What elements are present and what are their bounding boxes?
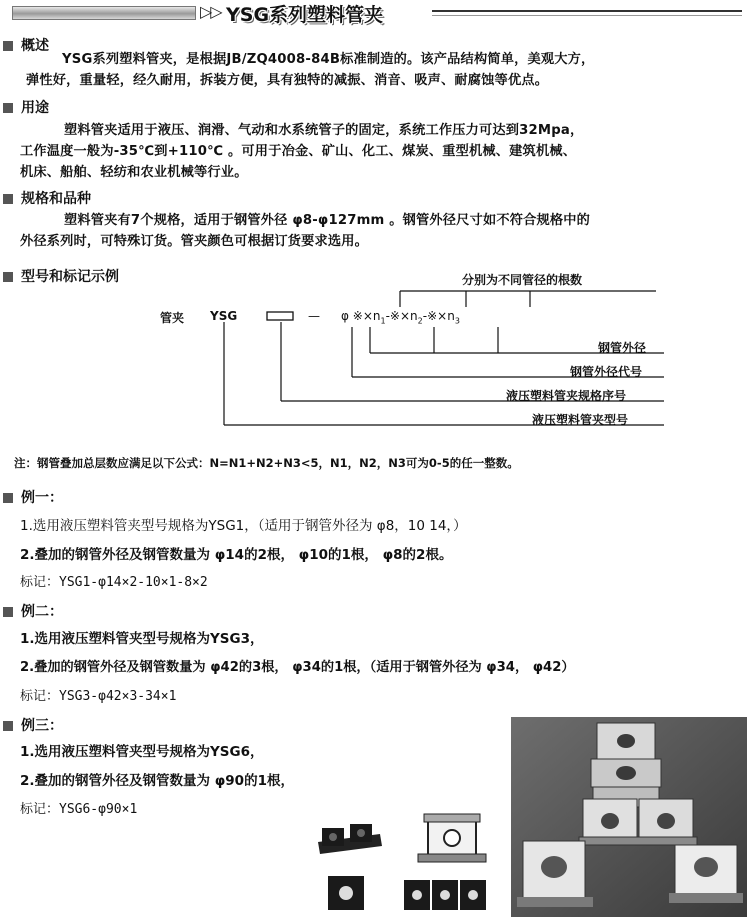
photo-clamp-bottom-right [669, 845, 743, 903]
formula-expression [341, 309, 460, 325]
label-pipe-od-code: 钢管外径代号 [570, 365, 643, 379]
clamp-triple-block-image [404, 880, 486, 910]
formula-times-1: × [362, 309, 373, 323]
specs-line-1: 塑料管夹有7个规格，适用于钢管外径 φ8-φ127mm 。钢管外径尺寸如不符合规格中的 [64, 213, 591, 228]
formula-sub-2: 2 [417, 316, 423, 326]
header-gradient-bar [12, 6, 196, 20]
clamp-photo-drawing [511, 717, 747, 917]
formula-n2: n [410, 309, 418, 323]
overview-line-2: 弹性好，重量轻，经久耐用，拆装方便，具有独特的减振、消音、吸声、耐腐蚀等优点。 [26, 73, 549, 88]
overview-line-1: YSG系列塑料管夹，是根据JB/ZQ4008-84B标准制造的。该产品结构简单，美观大方， [62, 52, 595, 67]
example-1-line-1: 1.选用液压塑料管夹型号规格为YSG1，（适用于钢管外径为 φ8，10 14，） [20, 518, 467, 534]
header-rule-thin [432, 15, 742, 16]
header-rule [432, 10, 742, 12]
header-bar [0, 0, 750, 26]
usage-paragraph [20, 120, 583, 183]
clamp-product-sketch [300, 812, 510, 917]
diagram-prefix: 管夹 [160, 311, 185, 325]
model-notation-diagram [0, 262, 750, 442]
formula-n1: n [372, 309, 381, 323]
formula-sep-2: - [422, 309, 428, 323]
clamp-plate-image [318, 824, 382, 854]
square-bullet-icon [3, 607, 13, 617]
formula-mark-3: ※ [427, 309, 438, 323]
formula-mark-1: ※ [352, 309, 363, 323]
example-2-mark: 标记：YSG3-φ42×3-34×1 [20, 689, 177, 704]
square-bullet-icon [3, 194, 13, 204]
photo-clamp-stack [591, 723, 661, 807]
formula-n3: n [447, 309, 455, 323]
clamp-assembly-image [418, 814, 486, 862]
formula-dash: — [308, 309, 320, 323]
example-2-line-1: 1.选用液压塑料管夹型号规格为YSG3， [20, 631, 264, 647]
photo-clamp-bottom-left [517, 841, 593, 907]
example-1-mark: 标记：YSG1-φ14×2-10×1-8×2 [20, 575, 208, 590]
usage-line-1: 塑料管夹适用于液压、润滑、气动和水系统管子的固定，系统工作压力可达到32Mpa， [64, 123, 584, 138]
label-pipe-od: 钢管外径 [598, 341, 647, 355]
page-title: YSG系列塑料管夹 [226, 4, 384, 26]
diagram-model: YSG [210, 309, 238, 323]
example-2-line-2: 2.叠加的钢管外径及钢管数量为 φ42的3根， φ34的1根，（适用于钢管外径为 φ34， φ42） [20, 660, 575, 675]
specs-paragraph [20, 210, 590, 252]
formula-mark-2: ※ [389, 309, 400, 323]
usage-line-3: 机床、船舶、轻纺和农业机械等行业。 [20, 165, 248, 180]
formula-sub-3: 3 [454, 316, 460, 326]
square-bullet-icon [3, 493, 13, 503]
overview-paragraph [26, 49, 594, 91]
clamp-block-image [328, 876, 364, 910]
label-spec-number: 液压塑料管夹规格序号 [506, 389, 627, 403]
square-bullet-icon [3, 41, 13, 51]
label-clamp-model: 液压塑料管夹型号 [532, 413, 629, 427]
formula-sub-1: 1 [380, 316, 386, 326]
double-arrow-icon: ▷▷ [200, 2, 221, 21]
formula-times-3: × [437, 309, 448, 323]
example-3-line-2: 2.叠加的钢管外径及钢管数量为 φ90的1根， [20, 773, 294, 789]
formula-note: 注：钢管叠加总层数应满足以下公式：N=N1+N2+N3<5，N1，N2，N3可为0-5的任一整数。 [14, 456, 519, 470]
example-3-line-1: 1.选用液压塑料管夹型号规格为YSG6， [20, 744, 264, 760]
square-bullet-icon [3, 721, 13, 731]
example-1-line-2: 2.叠加的钢管外径及钢管数量为 φ14的2根， φ10的1根， φ8的2根。 [20, 547, 453, 563]
specs-line-2: 外径系列时，可特殊订货。管夹颜色可根据订货要求选用。 [20, 234, 369, 249]
diagram-top-label: 分别为不同管径的根数 [462, 273, 583, 287]
example-3-mark: 标记：YSG6-φ90×1 [20, 802, 138, 817]
formula-times-2: × [399, 309, 411, 323]
usage-line-2: 工作温度一般为-35℃到+110℃ 。可用于冶金、矿山、化工、煤炭、重型机械、建筑机械、 [20, 144, 577, 159]
square-bullet-icon [3, 103, 13, 113]
formula-phi: φ [341, 309, 349, 323]
clamp-photo [511, 717, 747, 917]
formula-sep-1: - [385, 309, 390, 323]
